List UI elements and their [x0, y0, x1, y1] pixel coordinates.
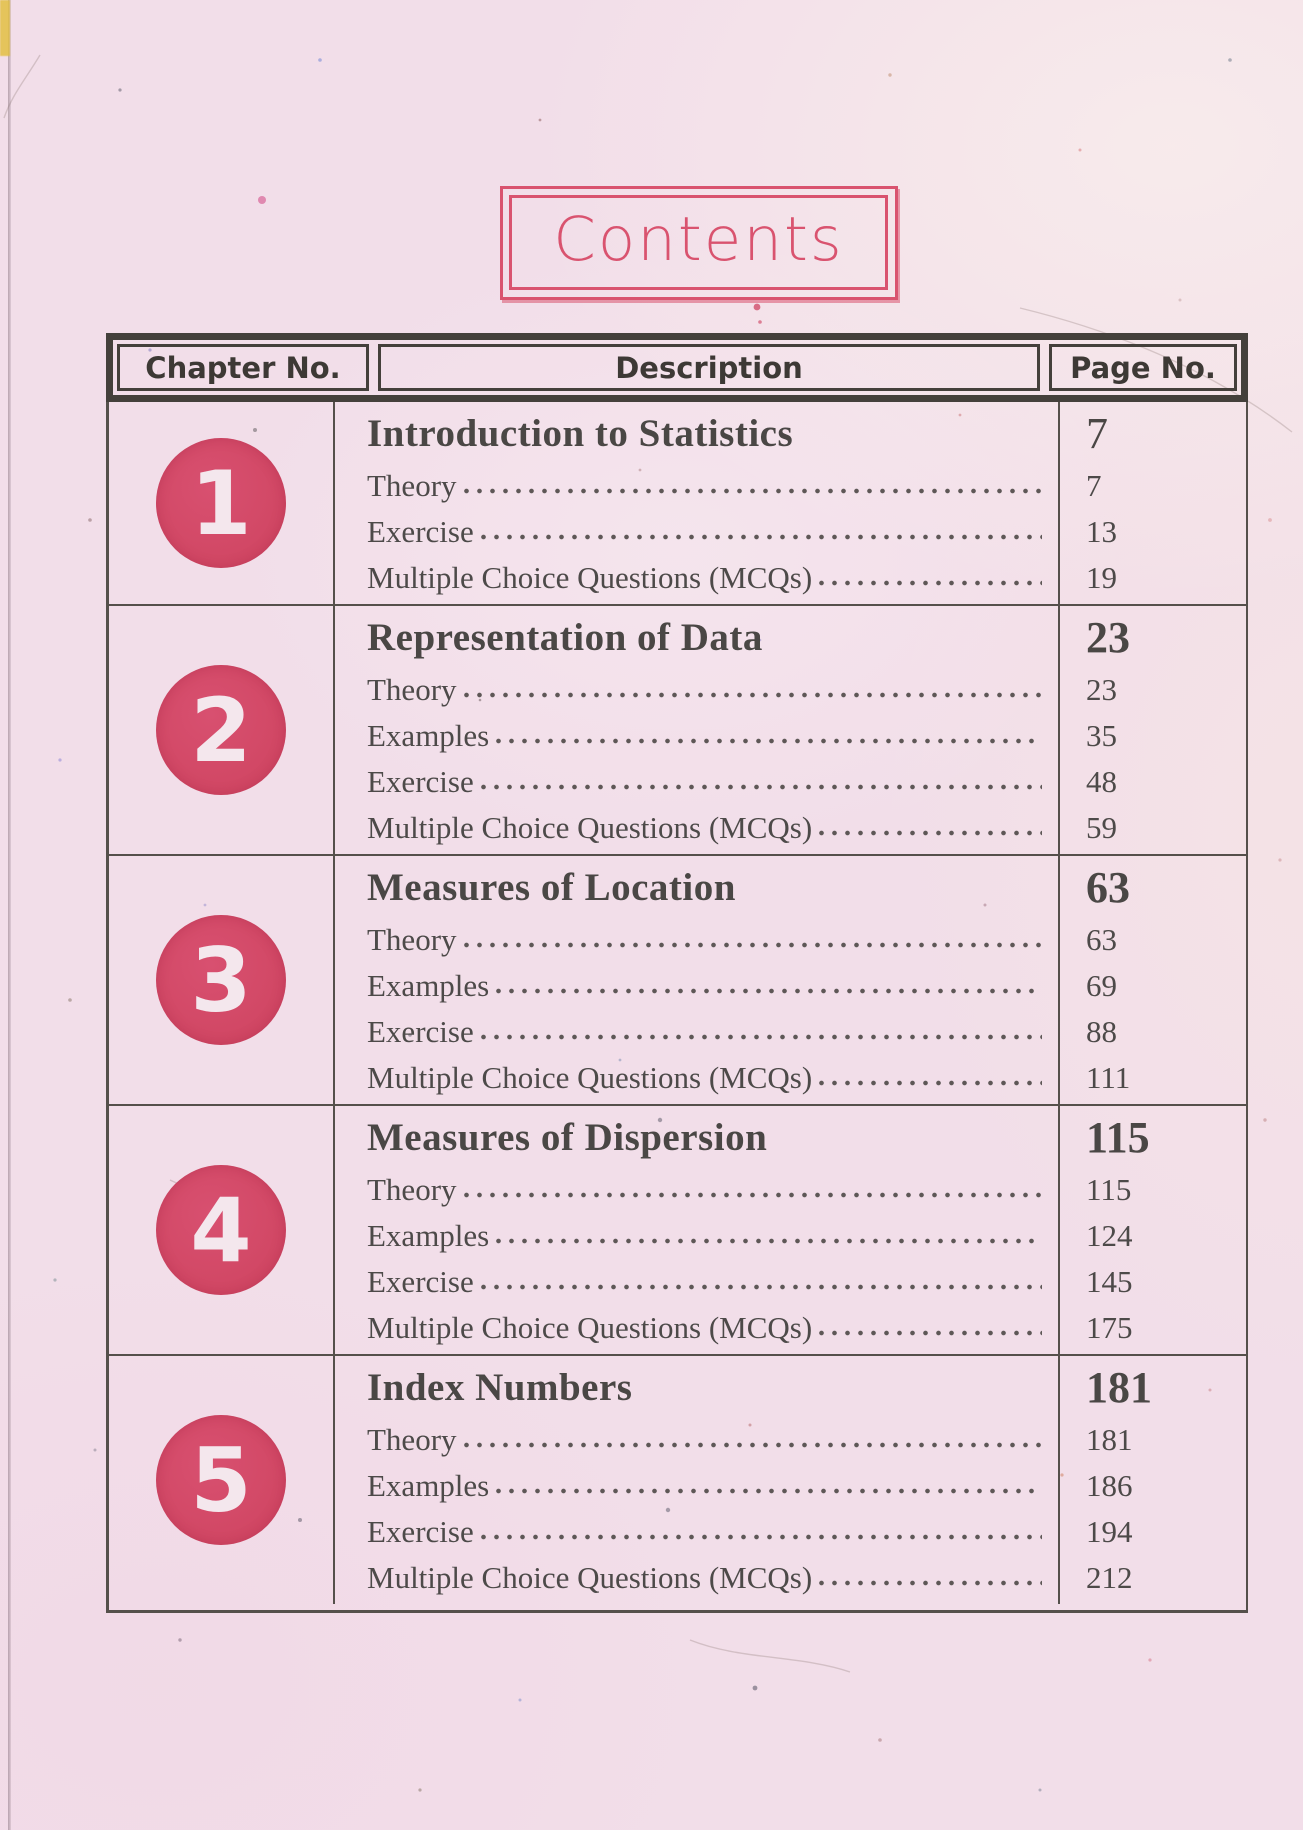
- chapter-title: Representation of Data: [367, 616, 763, 659]
- toc-item-label: Exercise: [367, 1014, 474, 1049]
- chapter-start-page: 23: [1086, 613, 1130, 662]
- toc-item-page: 63: [1086, 922, 1117, 957]
- toc-item-page: 124: [1086, 1218, 1133, 1253]
- toc-item-label: Examples: [367, 1468, 490, 1503]
- toc-item-page: 35: [1086, 718, 1117, 753]
- chapter-description-cell: [335, 402, 1060, 604]
- toc-item-label: Theory: [367, 1172, 457, 1207]
- toc-item-page: 194: [1086, 1514, 1133, 1549]
- toc-item-row: [367, 759, 1058, 805]
- toc-item-page: 7: [1086, 468, 1102, 503]
- toc-item-page: 145: [1086, 1264, 1133, 1299]
- toc-item-row: [367, 667, 1058, 713]
- toc-item-row: [367, 1463, 1058, 1509]
- chapter-items: [367, 1167, 1058, 1351]
- toc-item-label: Exercise: [367, 764, 474, 799]
- dotted-leader: [458, 667, 1042, 713]
- toc-item-row: [367, 1259, 1058, 1305]
- chapter-title: Measures of Dispersion: [367, 1116, 768, 1159]
- dotted-leader: [458, 917, 1042, 963]
- toc-item-label: Theory: [367, 468, 457, 503]
- chapter-page-cell: [1060, 856, 1246, 1104]
- toc-item-label: Theory: [367, 672, 457, 707]
- chapter-number-badge: [156, 1165, 286, 1295]
- dotted-leader: [458, 463, 1042, 509]
- chapter-page-cell: [1060, 402, 1246, 604]
- toc-item-page: 181: [1086, 1422, 1133, 1457]
- chapter-number-badge: [156, 915, 286, 1045]
- dotted-leader: [490, 963, 1042, 1009]
- toc-item-label: Examples: [367, 1218, 490, 1253]
- toc-item-label: Multiple Choice Questions (MCQs): [367, 1560, 813, 1595]
- chapter-items: [367, 917, 1058, 1101]
- chapter-start-page: 7: [1086, 409, 1108, 458]
- dotted-leader: [490, 1213, 1042, 1259]
- chapter-item-pages: [1086, 1417, 1238, 1601]
- page-title: Contents: [553, 204, 844, 275]
- header-cell-chapter-no: Chapter No.: [117, 344, 369, 391]
- dotted-leader: [813, 1305, 1042, 1351]
- toc-item-page: 19: [1086, 560, 1117, 595]
- dotted-leader: [475, 1259, 1042, 1305]
- toc-item-row: [367, 713, 1058, 759]
- toc-item-label: Examples: [367, 968, 490, 1003]
- toc-item-page: 48: [1086, 764, 1117, 799]
- chapter-start-page: 181: [1086, 1363, 1152, 1412]
- chapter-number-cell: [109, 1106, 335, 1354]
- toc-item-row: [367, 1055, 1058, 1101]
- toc-item-row: [367, 1555, 1058, 1601]
- dotted-leader: [813, 1555, 1042, 1601]
- toc-item-row: [367, 509, 1058, 555]
- dotted-leader: [813, 1055, 1042, 1101]
- toc-item-row: [367, 1213, 1058, 1259]
- chapter-items: [367, 463, 1058, 601]
- toc-item-label: Multiple Choice Questions (MCQs): [367, 810, 813, 845]
- page-fold-line: [8, 0, 11, 1830]
- chapter-item-pages: [1086, 463, 1238, 601]
- chapter-number-badge: [156, 665, 286, 795]
- dotted-leader: [475, 759, 1042, 805]
- dotted-leader: [813, 555, 1042, 601]
- toc-item-label: Multiple Choice Questions (MCQs): [367, 1310, 813, 1345]
- chapter-description-cell: [335, 1356, 1060, 1604]
- chapter-page-cell: [1060, 1106, 1246, 1354]
- chapter-number-badge: [156, 438, 286, 568]
- toc-item-row: [367, 1305, 1058, 1351]
- toc-item-row: [367, 555, 1058, 601]
- chapter-row: [109, 1356, 1246, 1610]
- toc-item-label: Exercise: [367, 1264, 474, 1299]
- toc-item-label: Exercise: [367, 514, 474, 549]
- toc-item-page: 88: [1086, 1014, 1117, 1049]
- chapter-number: 3: [190, 928, 252, 1032]
- chapter-title: Index Numbers: [367, 1366, 633, 1409]
- chapter-title: Measures of Location: [367, 866, 736, 909]
- toc-item-row: [367, 1009, 1058, 1055]
- chapter-number: 1: [190, 451, 252, 555]
- toc-item-page: 175: [1086, 1310, 1133, 1345]
- chapter-item-pages: [1086, 917, 1238, 1101]
- chapter-item-pages: [1086, 1167, 1238, 1351]
- header-cell-page-no: Page No.: [1049, 344, 1237, 391]
- toc-item-row: [367, 805, 1058, 851]
- chapter-number-cell: [109, 606, 335, 854]
- toc-item-page: 186: [1086, 1468, 1133, 1503]
- dotted-leader: [490, 713, 1042, 759]
- toc-item-page: 212: [1086, 1560, 1133, 1595]
- toc-item-label: Theory: [367, 922, 457, 957]
- toc-item-page: 59: [1086, 810, 1117, 845]
- chapter-row: [109, 402, 1246, 606]
- toc-item-row: [367, 963, 1058, 1009]
- chapter-description-cell: [335, 856, 1060, 1104]
- chapter-number: 4: [190, 1178, 252, 1282]
- toc-item-row: [367, 463, 1058, 509]
- chapter-row: [109, 1106, 1246, 1356]
- dotted-leader: [458, 1417, 1042, 1463]
- toc-header-row: [106, 333, 1248, 402]
- chapter-description-cell: [335, 1106, 1060, 1354]
- chapter-start-page: 115: [1086, 1113, 1150, 1162]
- scan-edge-artifact: [0, 0, 10, 56]
- toc-item-row: [367, 917, 1058, 963]
- toc-item-label: Exercise: [367, 1514, 474, 1549]
- chapter-number-badge: [156, 1415, 286, 1545]
- dotted-leader: [475, 509, 1042, 555]
- chapter-row: [109, 606, 1246, 856]
- chapter-number: 5: [190, 1428, 252, 1532]
- toc-table: [106, 333, 1248, 1613]
- toc-item-row: [367, 1167, 1058, 1213]
- dotted-leader: [475, 1009, 1042, 1055]
- toc-item-page: 23: [1086, 672, 1117, 707]
- toc-item-page: 115: [1086, 1172, 1132, 1207]
- toc-item-label: Examples: [367, 718, 490, 753]
- chapter-number-cell: [109, 1356, 335, 1604]
- toc-item-page: 13: [1086, 514, 1117, 549]
- chapter-page-cell: [1060, 1356, 1246, 1604]
- toc-item-row: [367, 1417, 1058, 1463]
- chapter-number-cell: [109, 402, 335, 604]
- dotted-leader: [458, 1167, 1042, 1213]
- toc-item-row: [367, 1509, 1058, 1555]
- dotted-leader: [490, 1463, 1042, 1509]
- chapter-items: [367, 667, 1058, 851]
- chapter-row: [109, 856, 1246, 1106]
- chapter-items: [367, 1417, 1058, 1601]
- contents-title-box-inner: [509, 195, 888, 290]
- header-cell-description: Description: [378, 344, 1040, 391]
- dotted-leader: [813, 805, 1042, 851]
- chapter-page-cell: [1060, 606, 1246, 854]
- toc-item-label: Multiple Choice Questions (MCQs): [367, 1060, 813, 1095]
- chapter-number: 2: [190, 678, 252, 782]
- chapter-start-page: 63: [1086, 863, 1130, 912]
- dotted-leader: [475, 1509, 1042, 1555]
- chapter-item-pages: [1086, 667, 1238, 851]
- chapter-title: Introduction to Statistics: [367, 412, 794, 455]
- contents-title-box: [500, 186, 898, 300]
- chapter-description-cell: [335, 606, 1060, 854]
- toc-item-label: Multiple Choice Questions (MCQs): [367, 560, 813, 595]
- toc-body: [106, 402, 1248, 1613]
- toc-item-page: 69: [1086, 968, 1117, 1003]
- toc-item-page: 111: [1086, 1060, 1131, 1095]
- toc-item-label: Theory: [367, 1422, 457, 1457]
- chapter-number-cell: [109, 856, 335, 1104]
